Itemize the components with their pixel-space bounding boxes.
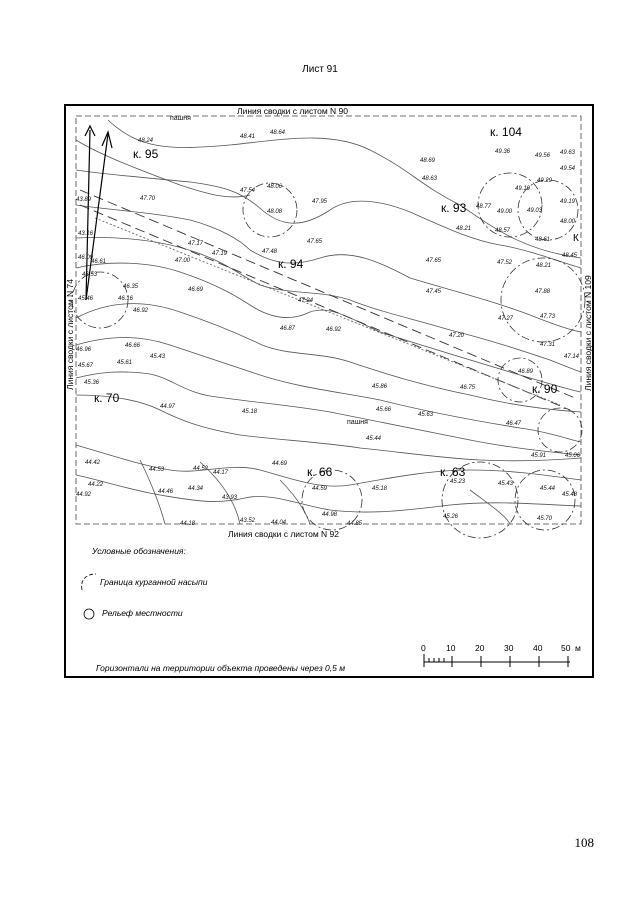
elevation-66: 44.42 [85,460,101,466]
elevation-81: 44.18 [180,521,196,527]
elevation-30: 47.65 [426,258,442,264]
elevation-28: 47.19 [212,251,228,257]
elevation-11: 49.19 [515,186,531,192]
elevation-23: 48.57 [495,228,511,234]
elevation-69: 44.17 [213,470,229,476]
elevation-80: 45.48 [562,492,578,498]
elevation-26: 47.65 [307,239,323,245]
elevation-45: 47.27 [498,316,514,322]
elevation-74: 43.93 [222,495,238,501]
elevation-32: 48.45 [562,253,578,259]
scale-tick-30: 30 [504,643,514,653]
elevation-15: 48.06 [267,184,283,190]
footnote: Горизонтали на территории объекта проведены через 0,5 м [96,663,346,673]
elevation-16: 48.08 [267,209,283,215]
elevation-77: 45.23 [450,479,466,485]
elevation-34: 47.88 [535,289,551,295]
scale-tick-0: 0 [421,643,426,653]
legend-item-mound-boundary: Граница курганной насыпи [100,577,208,587]
elevation-70: 44.69 [272,461,288,467]
elevation-49: 45.61 [117,360,133,366]
field-label-middle: пашня [347,419,368,426]
elevation-13: 47.70 [140,196,156,202]
scale-unit: м [575,643,581,653]
elevation-57: 46.75 [460,385,476,391]
elevation-46: 47.73 [540,314,556,320]
field-label-top: пашня [170,115,191,122]
elevation-12: 49.19 [560,199,576,205]
page-number: 108 [574,835,594,850]
scale-tick-20: 20 [475,643,485,653]
elevation-19: 49.00 [497,209,513,215]
elevation-75: 44.59 [312,486,328,492]
elevation-20: 49.03 [527,208,543,214]
elevation-60: 45.18 [242,409,258,415]
elevation-76: 45.18 [372,486,388,492]
field-labels [170,115,368,426]
legend-item-relief: Рельеф местности [102,608,183,618]
elevation-62: 45.63 [418,412,434,418]
elevation-68: 44.52 [193,466,209,472]
elevation-8: 49.63 [560,150,576,156]
elevation-44: 46.92 [326,327,342,333]
elevation-63: 46.47 [506,421,522,427]
elevation-36: 46.53 [82,272,98,278]
elevation-10: 49.29 [537,178,553,184]
mound-label-94: к. 94 [278,257,304,271]
edge-label-left: Линия сводки с листом N 74 [65,279,75,390]
elevation-54: 47.14 [564,354,580,360]
legend [82,546,346,673]
elevation-24: 48.61 [535,237,551,243]
elevation-40: 47.45 [426,289,442,295]
elevation-14: 47.54 [240,188,256,194]
elevation-25: 47.48 [262,249,278,255]
elevation-92: 44.92 [76,492,92,498]
elevation-7: 49.56 [535,153,551,159]
elevation-33: 48.21 [536,263,552,269]
elevation-47: 46.66 [125,343,141,349]
elevation-43: 46.87 [280,326,296,332]
elevation-48: 46.96 [76,347,92,353]
mound-label-63: к. 63 [440,465,466,479]
elevation-37: 46.35 [123,284,139,290]
edge-label-right: Линия сводки с листом N 109 [583,275,593,391]
elevation-59: 44.97 [160,404,176,410]
relief-icon [84,609,94,619]
elevation-58: 46.89 [518,369,534,375]
elevation-38: 46.69 [188,287,204,293]
elevation-50: 45.43 [150,354,166,360]
elevation-41: 46.16 [118,296,134,302]
elevation-79: 45.44 [540,486,556,492]
elevation-83: 44.04 [271,520,287,526]
elevation-86: 45.26 [443,514,459,520]
edge-label-top: Линия сводки с листом N 90 [237,106,348,116]
mound-label-k: К [573,233,579,244]
elevation-55: 45.36 [84,380,100,386]
elevation-71: 44.22 [88,482,104,488]
scale-tick-10: 10 [446,643,456,653]
elevation-93: 45.06 [565,453,581,459]
sheet-title: Лист 91 [302,64,338,75]
mound-label-95: к. 95 [133,147,159,161]
elevation-4: 48.69 [420,158,436,164]
elevation-89: 46.09 [78,255,94,261]
elevation-5: 48.63 [422,176,438,182]
elevation-84: 44.98 [322,512,338,518]
elevation-56: 45.86 [372,384,388,390]
elevation-65: 45.91 [531,453,547,459]
elevation-6: 49.36 [495,149,511,155]
elevation-1: 48.24 [138,138,154,144]
elevation-22: 48.21 [456,226,472,232]
elevation-90: 43.89 [76,197,92,203]
elevation-67: 44.53 [149,467,165,473]
elevation-29: 47.00 [175,258,191,264]
mound-label-66: к. 66 [307,465,333,479]
scale-tick-50: 50 [561,643,571,653]
mound-label-93: к. 93 [441,201,467,215]
elevation-51: 45.67 [78,363,94,369]
mound-label-90: к. 90 [532,382,558,396]
mound-label-70: к. 70 [94,391,120,405]
edge-label-bottom: Линия сводки с листом N 92 [228,529,339,539]
elevation-35: 46.61 [91,259,107,265]
elevation-85: 44.85 [347,521,363,527]
elevation-27: 47.17 [188,241,204,247]
elevation-39: 47.24 [298,298,314,304]
elevation-3: 48.41 [240,134,256,140]
elevation-53: 47.31 [540,342,556,348]
elevation-61: 45.66 [376,407,392,413]
elevation-42: 46.92 [133,308,149,314]
elevation-18: 48.77 [476,204,492,210]
elevation-72: 44.46 [158,489,174,495]
elevation-91: 45.46 [78,296,94,302]
elevation-21: 48.00 [560,219,576,225]
elevation-82: 43.52 [240,518,256,524]
elevation-52: 47.20 [449,333,465,339]
elevation-78: 45.43 [498,481,514,487]
elevation-73: 44.34 [188,486,204,492]
elevation-88: 43.16 [78,231,94,237]
mound-boundary-icon [82,574,96,590]
elevation-64: 45.44 [366,436,382,442]
legend-title: Условные обозначения: [92,546,186,556]
mound-label-104: к. 104 [490,125,522,139]
elevation-17: 47.95 [312,199,328,205]
elevation-31: 47.52 [497,260,513,266]
scale-bar [421,643,581,667]
scale-tick-40: 40 [533,643,543,653]
elevation-9: 49.54 [560,166,576,172]
elevation-2: 48.64 [270,130,286,136]
contour-lines [76,120,581,524]
elevation-87: 45.70 [537,516,553,522]
